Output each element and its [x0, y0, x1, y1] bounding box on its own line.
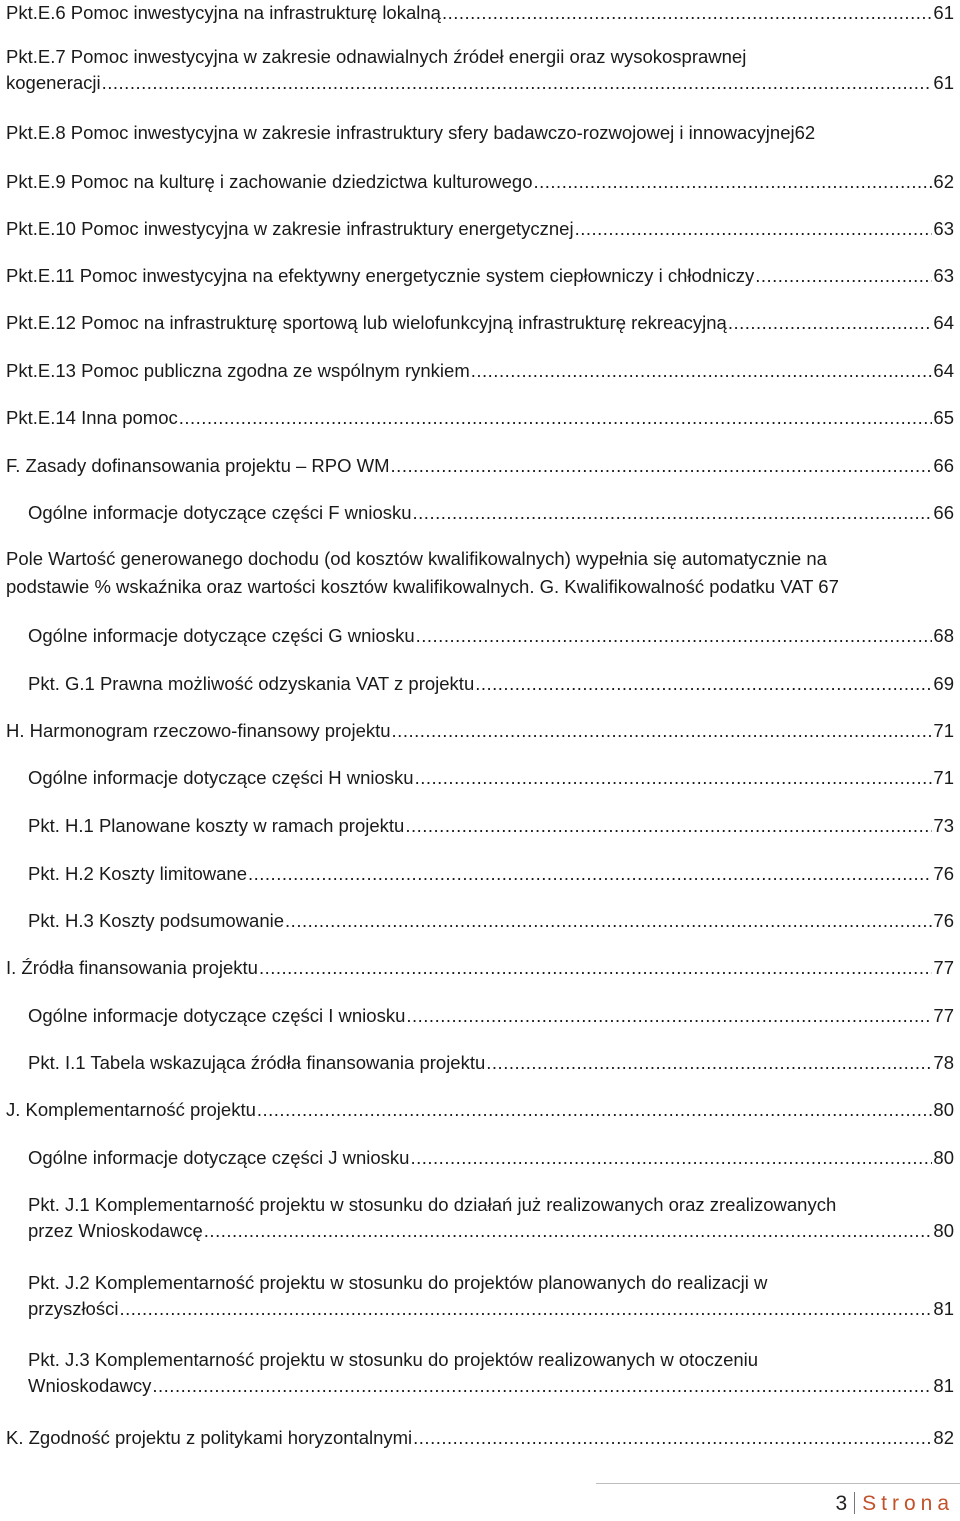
- toc-entry[interactable]: [6, 1097, 954, 1123]
- toc-entry-title: Pkt. J.2 Komplementarność projektu w stosunku do projektów planowanych do realizacji w: [28, 1272, 768, 1293]
- toc-entry-page: 80: [933, 1147, 954, 1168]
- toc-entry-page: 69: [933, 673, 954, 694]
- toc-entry[interactable]: [6, 405, 954, 431]
- toc-leader: [391, 453, 933, 479]
- toc-leader: [152, 1373, 932, 1399]
- toc-entry-page: 82: [933, 1427, 954, 1448]
- toc-entry-title: Pkt.E.8 Pomoc inwestycyjna w zakresie infrastruktury sfery badawczo-rozwojowej i innowacyjnej: [6, 122, 795, 143]
- toc-entry-page: 64: [933, 312, 954, 333]
- toc-entry-title: I. Źródła finansowania projektu: [6, 957, 258, 978]
- toc-leader: [257, 1097, 933, 1123]
- toc-leader: [415, 765, 933, 791]
- toc-entry[interactable]: [6, 263, 954, 289]
- toc-entry-page: 80: [933, 1099, 954, 1120]
- toc-leader: [406, 1003, 932, 1029]
- toc-entry-page: 77: [933, 957, 954, 978]
- toc-entry-page: 62: [933, 171, 954, 192]
- toc-entry[interactable]: [28, 671, 954, 697]
- toc-entry-page: 73: [933, 815, 954, 836]
- toc-entry-title: Ogólne informacje dotyczące części F wniosku: [28, 502, 412, 523]
- toc-entry-page: 71: [933, 767, 954, 788]
- toc-entry-page: 76: [933, 863, 954, 884]
- toc-leader: [392, 718, 933, 744]
- toc-entry-title: H. Harmonogram rzeczowo-finansowy projektu: [6, 720, 391, 741]
- toc-entry-page: 64: [933, 360, 954, 381]
- toc-entry-page: 78: [933, 1052, 954, 1073]
- page-footer: [835, 1492, 954, 1516]
- toc-entry-page: 65: [933, 407, 954, 428]
- toc-entry-title: Pkt. G.1 Prawna możliwość odzyskania VAT z projektu: [28, 673, 475, 694]
- toc-entry-title: Pkt. H.2 Koszty limitowane: [28, 863, 247, 884]
- toc-entry-title-cont: przyszłości: [28, 1298, 119, 1319]
- toc-entry-title: Pkt.E.6 Pomoc inwestycyjna na infrastrukturę lokalną: [6, 2, 441, 23]
- toc-leader: [442, 0, 932, 26]
- toc-entry-page: 81: [933, 1375, 954, 1396]
- toc-entry[interactable]: [6, 310, 954, 336]
- toc-entry-page: 76: [933, 910, 954, 931]
- toc-entry[interactable]: [6, 718, 954, 744]
- toc-leader: [405, 813, 932, 839]
- toc-entry-page: 61: [933, 2, 954, 23]
- inline-paragraph: [6, 545, 954, 601]
- toc-entry[interactable]: [28, 765, 954, 791]
- toc-entry[interactable]: [28, 861, 954, 887]
- footer-rule: [596, 1483, 960, 1484]
- toc-entry-title-cont: Wnioskodawcy: [28, 1375, 152, 1396]
- toc-entry[interactable]: [28, 1145, 954, 1171]
- toc-leader: [413, 1425, 932, 1451]
- toc-entry-page: 62: [794, 122, 816, 143]
- footer-page-number: 3: [835, 1492, 848, 1515]
- toc-entry-title: Pkt. H.3 Koszty podsumowanie: [28, 910, 285, 931]
- toc-leader: [248, 861, 932, 887]
- toc-entry-title: Pkt. H.1 Planowane koszty w ramach projektu: [28, 815, 405, 836]
- toc-entry[interactable]: [28, 500, 954, 526]
- toc-entry-page: 63: [933, 265, 954, 286]
- toc-entry-title-cont: kogeneracji: [6, 72, 101, 93]
- toc-entry-title: Pkt. I.1 Tabela wskazująca źródła finansowania projektu: [28, 1052, 486, 1073]
- toc-entry-title: K. Zgodność projektu z politykami horyzontalnymi: [6, 1427, 413, 1448]
- toc-leader: [119, 1296, 932, 1322]
- toc-leader: [486, 1050, 932, 1076]
- paragraph-line: Pole Wartość generowanego dochodu (od kosztów kwalifikowalnych) wypełnia się automatycznie na: [6, 548, 827, 569]
- toc-entry-page: 80: [933, 1220, 954, 1241]
- toc-leader: [416, 623, 933, 649]
- toc-entry-page: 68: [933, 625, 954, 646]
- toc-entry-title: J. Komplementarność projektu: [6, 1099, 256, 1120]
- toc-entry-page: 71: [933, 720, 954, 741]
- toc-entry[interactable]: [28, 1270, 954, 1322]
- toc-leader: [285, 908, 932, 934]
- toc-entry[interactable]: [28, 908, 954, 934]
- toc-entry-title: Pkt. J.3 Komplementarność projektu w stosunku do projektów realizowanych w otoczeniu: [28, 1349, 759, 1370]
- toc-entry-title: Pkt.E.11 Pomoc inwestycyjna na efektywny energetycznie system ciepłowniczy i chłodniczy: [6, 265, 755, 286]
- toc-entry[interactable]: [6, 1425, 954, 1451]
- toc-entry[interactable]: [6, 453, 954, 479]
- toc-entry[interactable]: [6, 44, 954, 96]
- toc-entry-title: Pkt.E.14 Inna pomoc: [6, 407, 178, 428]
- toc-entry[interactable]: [6, 0, 954, 26]
- toc-leader: [259, 955, 932, 981]
- toc-entry-title: Pkt.E.9 Pomoc na kulturę i zachowanie dziedzictwa kulturowego: [6, 171, 533, 192]
- toc-entry[interactable]: [6, 169, 954, 195]
- toc-leader: [755, 263, 932, 289]
- toc-entry[interactable]: [28, 1050, 954, 1076]
- toc-entry-title: Ogólne informacje dotyczące części J wniosku: [28, 1147, 410, 1168]
- paragraph-line: podstawie % wskaźnika oraz wartości kosztów kwalifikowalnych. G. Kwalifikowalność podatku VAT 67: [6, 576, 839, 597]
- toc-entry-title: Ogólne informacje dotyczące części G wniosku: [28, 625, 415, 646]
- toc-entry[interactable]: [28, 623, 954, 649]
- toc-entry-title: F. Zasady dofinansowania projektu – RPO WM: [6, 455, 390, 476]
- toc-entry-title: Pkt.E.13 Pomoc publiczna zgodna ze wspólnym rynkiem: [6, 360, 470, 381]
- toc-entry[interactable]: [6, 358, 954, 384]
- toc-entry-title: Ogólne informacje dotyczące części I wniosku: [28, 1005, 406, 1026]
- toc-entry[interactable]: [6, 216, 954, 242]
- toc-entry-title: Pkt. J.1 Komplementarność projektu w stosunku do działań już realizowanych oraz zrealizowanych: [28, 1194, 837, 1215]
- toc-entry-title: Pkt.E.10 Pomoc inwestycyjna w zakresie infrastruktury energetycznej: [6, 218, 574, 239]
- footer-separator: [854, 1492, 855, 1514]
- toc-entry[interactable]: [28, 1003, 954, 1029]
- toc-leader: [179, 405, 933, 431]
- toc-entry-title: Pkt.E.7 Pomoc inwestycyjna w zakresie odnawialnych źródeł energii oraz wysokosprawnej: [6, 46, 747, 67]
- toc-entry-page: 66: [933, 455, 954, 476]
- toc-entry-title-cont: przez Wnioskodawcę: [28, 1220, 203, 1241]
- toc-entry-page: 63: [933, 218, 954, 239]
- toc-entry[interactable]: [6, 120, 954, 146]
- toc-entry-page: 61: [933, 72, 954, 93]
- toc-leader: [534, 169, 933, 195]
- toc-leader: [410, 1145, 932, 1171]
- toc-entry[interactable]: [28, 813, 954, 839]
- toc-entry-title: Ogólne informacje dotyczące części H wniosku: [28, 767, 414, 788]
- toc-leader: [471, 358, 933, 384]
- toc-entry[interactable]: [28, 1347, 954, 1399]
- toc-entry-title: Pkt.E.12 Pomoc na infrastrukturę sportową lub wielofunkcyjną infrastrukturę rekreacyjną: [6, 312, 727, 333]
- toc-leader: [475, 671, 932, 697]
- toc-entry-page: 66: [933, 502, 954, 523]
- toc-leader: [204, 1218, 933, 1244]
- toc-entry-page: 77: [933, 1005, 954, 1026]
- toc-leader: [728, 310, 933, 336]
- toc-entry-page: 81: [933, 1298, 954, 1319]
- toc-entry[interactable]: [28, 1192, 954, 1244]
- footer-page-word: Strona: [862, 1492, 954, 1515]
- toc-leader: [413, 500, 933, 526]
- toc-leader: [102, 70, 933, 96]
- toc-entry[interactable]: [6, 955, 954, 981]
- toc-leader: [575, 216, 933, 242]
